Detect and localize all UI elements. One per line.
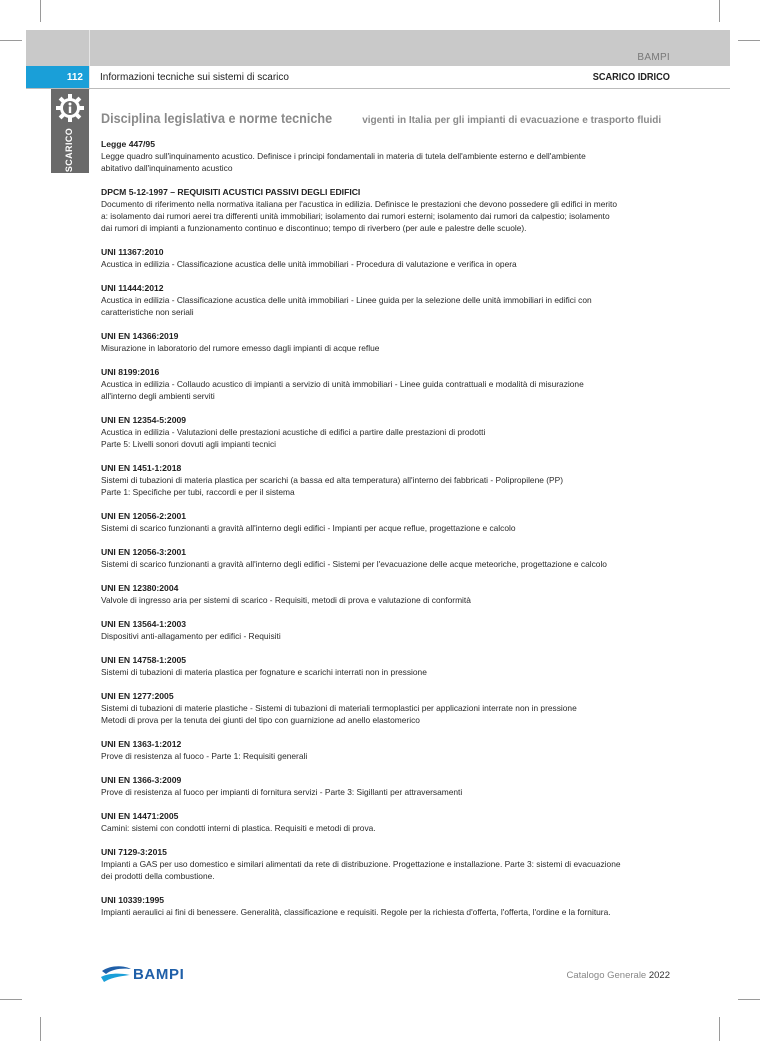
standard-code: UNI EN 1277:2005 [101,691,174,701]
footer-year: 2022 [648,970,670,981]
standard-code: UNI EN 1366-3:2009 [101,775,182,785]
footer-catalog-label: Catalogo Generale [566,970,647,981]
standard-code: UNI 10339:1995 [101,895,165,905]
standard-entry [101,894,671,918]
standard-entry [101,246,671,270]
standard-entry [101,690,671,726]
header-divider [89,30,90,90]
standard-code: UNI 11367:2010 [101,247,164,257]
standard-entry [101,846,671,882]
crop-mark [738,40,760,41]
page-number: 112 [26,66,89,88]
crop-mark [719,1017,720,1041]
side-tab-label-wrap [51,128,89,173]
brand-label: BAMPI [637,52,670,63]
standard-code: UNI 7129-3:2015 [101,847,167,857]
standard-code: UNI EN 12056-2:2001 [101,511,187,521]
category-label: SCARICO IDRICO [592,72,670,83]
standard-code: DPCM 5-12-1997 – REQUISITI ACUSTICI PASSIVI DEGLI EDIFICI [101,187,361,197]
standard-code: UNI EN 14758-1:2005 [101,655,187,665]
standard-description-line: Sistemi di scarico funzionanti a gravità all'interno degli edifici - Impianti per acque reflue, progettazione e calcolo [101,523,516,533]
title-main: Disciplina legislativa e norme tecniche [101,110,333,126]
standard-code: UNI EN 12380:2004 [101,583,179,593]
standard-entry [101,618,671,642]
standard-code: UNI EN 1363-1:2012 [101,739,182,749]
standard-description-line: Parte 5: Livelli sonori dovuti agli impianti tecnici [101,439,277,449]
crop-mark [738,999,760,1000]
standard-code: UNI EN 12056-3:2001 [101,547,187,557]
crop-mark [0,40,22,41]
standard-entry [101,138,671,174]
standards-list [101,138,671,930]
standard-description-line: Dispositivi anti-allagamento per edifici - Requisiti [101,631,281,641]
logo-text: BAMPI [133,966,185,983]
standard-entry [101,774,671,798]
title-sub: vigenti in Italia per gli impianti di evacuazione e trasporto fluidi [362,115,662,126]
standard-description-line: Valvole di ingresso aria per sistemi di scarico - Requisiti, metodi di prova e valutazione di conformità [101,595,471,605]
standard-code: UNI EN 1451-1:2018 [101,463,182,473]
standard-description-line: Sistemi di tubazioni di materie plastiche - Sistemi di tubazioni di materiali termoplastici per applicazioni interrate non in pressione [101,703,577,713]
header-divider-line [26,88,730,89]
standard-description-line: dai rumori di impianti a funzionamento continuo e discontinuo; tempo di riverbero (per aule e palestre delle scuole). [101,223,527,233]
standard-description-line: Prove di resistenza al fuoco - Parte 1: Requisiti generali [101,751,308,761]
standard-description-line: Acustica in edilizia - Valutazioni delle prestazioni acustiche di edifici a partire dalle prestazioni di prodotti [101,427,486,437]
standard-description-line: Sistemi di tubazioni di materia plastica per fognature e scarichi interrati non in pressione [101,667,427,677]
standard-description-line: Parte 1: Specifiche per tubi, raccordi e per il sistema [101,487,295,497]
standard-code: UNI EN 13564-1:2003 [101,619,187,629]
standard-entry [101,654,671,678]
standard-description-line: abitativo dall'inquinamento acustico [101,163,233,173]
standard-entry [101,186,671,234]
standard-description-line: Sistemi di scarico funzionanti a gravità all'interno degli edifici - Sistemi per l'evacuazione delle acque meteoriche, progettazione e calcolo [101,559,607,569]
standard-code: UNI EN 14366:2019 [101,331,179,341]
crop-mark [0,999,22,1000]
standard-entry [101,546,671,570]
standard-entry [101,366,671,402]
gear-info-icon [55,93,85,123]
standard-description-line: Acustica in edilizia - Classificazione acustica delle unità immobiliari - Procedura di valutazione e verifica in opera [101,259,517,269]
standard-code: UNI 11444:2012 [101,283,164,293]
standard-description-line: Camini: sistemi con condotti interni di plastica. Requisiti e metodi di prova. [101,823,376,833]
standard-code: UNI EN 12354-5:2009 [101,415,187,425]
standard-entry [101,810,671,834]
page-title [101,110,731,128]
standard-entry [101,282,671,318]
standard-description-line: Misurazione in laboratorio del rumore emesso dagli impianti di acque reflue [101,343,380,353]
standard-description-line: a: isolamento dai rumori aerei tra differenti unità immobiliari; isolamento dai rumori esterni; isolamento dai rumori da calpestio; isolamento [101,211,610,221]
standard-entry [101,510,671,534]
standard-code: UNI 8199:2016 [101,367,160,377]
standard-entry [101,738,671,762]
standard-entry [101,462,671,498]
bampi-logo-icon [100,965,132,983]
standard-description-line: Prove di resistenza al fuoco per impianti di fornitura servizi - Parte 3: Sigillanti per attraversamenti [101,787,463,797]
standard-description-line: dei prodotti della combustione. [101,871,215,881]
crop-mark [40,1017,41,1041]
section-title: Informazioni tecniche sui sistemi di scarico [100,72,289,83]
standard-code: UNI EN 14471:2005 [101,811,179,821]
standard-entry [101,330,671,354]
standard-description-line: Impianti a GAS per uso domestico e similari alimentati da rete di distribuzione. Progettazione e installazione. Parte 3: sistemi di evacuazione [101,859,621,869]
side-tab-label: SCARICO [64,127,75,173]
standard-description-line: caratteristiche non seriali [101,307,194,317]
standard-description-line: Acustica in edilizia - Collaudo acustico di impianti a servizio di unità immobiliari - Linee guida contrattuali e modalità di misurazione [101,379,584,389]
standard-description-line: Legge quadro sull'inquinamento acustico. Definisce i principi fondamentali in materia di tutela dell'ambiente esterno e dell'ambiente [101,151,586,161]
standard-entry [101,414,671,450]
standard-description-line: Sistemi di tubazioni di materia plastica per scarichi (a bassa ed alta temperatura) all'interno dei fabbricati - Polipropilene (PP) [101,475,563,485]
footer-catalog [566,970,670,981]
header-band [26,30,730,66]
standard-description-line: Impianti aeraulici ai fini di benessere. Generalità, classificazione e requisiti. Regole per la richiesta d'offerta, l'offerta, l'ordine e la fornitura. [101,907,611,917]
standard-description-line: Acustica in edilizia - Classificazione acustica delle unità immobiliari - Linee guida per la selezione delle unità immobiliari in edifici con [101,295,592,305]
crop-mark [40,0,41,22]
standard-code: Legge 447/95 [101,139,155,149]
crop-mark [719,0,720,22]
standard-description-line: Metodi di prova per la tenuta dei giunti del tipo con guarnizione ad anello elastomerico [101,715,420,725]
standard-description-line: Documento di riferimento nella normativa italiana per l'acustica in edilizia. Definisce le prestazioni che devono possedere gli edifici in merito [101,199,617,209]
standard-description-line: all'interno degli ambienti serviti [101,391,215,401]
standard-entry [101,582,671,606]
